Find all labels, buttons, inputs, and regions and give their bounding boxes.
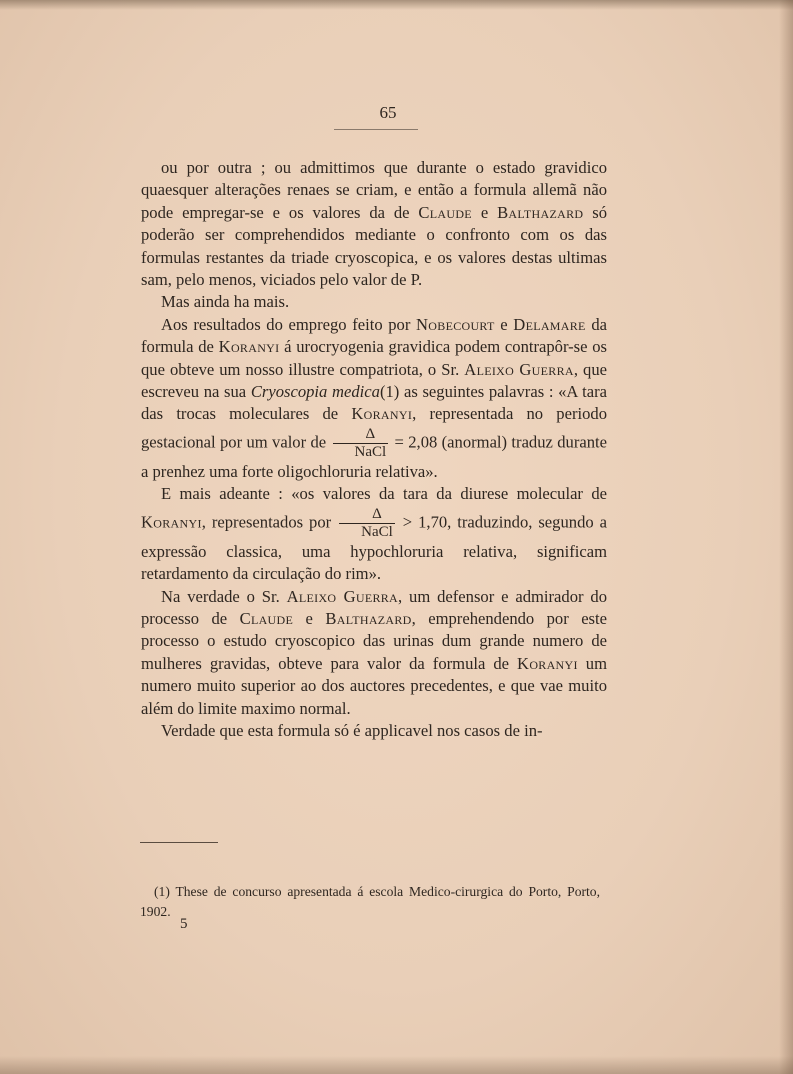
fraction-denominator: NaCl xyxy=(333,443,389,461)
author-name: Koranyi xyxy=(517,653,578,673)
fraction-numerator: Δ xyxy=(365,425,376,442)
text-run: Na verdade o Sr. xyxy=(161,586,287,606)
text-run: e xyxy=(293,608,326,628)
author-name: Koranyi xyxy=(218,337,280,357)
paragraph-p1 xyxy=(141,157,607,291)
author-name: Balthazard xyxy=(497,202,584,222)
text-run: Mas ainda ha mais. xyxy=(161,292,290,312)
fraction-delta-over-nacl xyxy=(333,426,389,461)
page-edge-right xyxy=(779,0,793,1074)
text-run: , emprehendendo por este processo o estudo cryoscopico das urinas dum grande numero de mulheres gravidas, obteve para valor da formula de xyxy=(141,608,607,673)
page-number-rule xyxy=(334,129,418,130)
text-run: ou por outra ; ou admittimos que durante o estado gravidico quaesquer alterações renaes se criam, e então a formula allemã não pode empregar-se e os valores da de xyxy=(141,158,607,222)
text-run: Aos resultados do emprego feito por xyxy=(161,314,417,334)
page-edge-bottom xyxy=(0,1056,793,1074)
text-run: , que escreveu na sua xyxy=(141,359,607,402)
author-name: Aleixo Guerra xyxy=(464,359,574,379)
text-run: e xyxy=(494,314,514,334)
text-run: E mais adeante : «os valores da tara da diurese molecular de xyxy=(161,484,607,504)
text-run: Verdade que esta formula só é applicavel nos casos de in- xyxy=(161,720,543,740)
signature-mark: 5 xyxy=(180,916,188,932)
author-name: Delamare xyxy=(513,314,586,334)
paragraph-p6 xyxy=(141,720,607,742)
footnote xyxy=(140,882,600,922)
text-run: , um defensor e admirador do processo de xyxy=(141,586,607,628)
page-edge-top xyxy=(0,0,793,10)
author-name: Balthazard xyxy=(325,608,412,628)
text-run: , representados por xyxy=(201,512,338,531)
text-run: e xyxy=(471,202,498,222)
author-name: Aleixo Guerra xyxy=(286,586,399,606)
author-name: Claude xyxy=(239,608,294,628)
author-name: Claude xyxy=(418,202,472,222)
paragraph-p4 xyxy=(141,483,607,585)
author-name: Koranyi xyxy=(351,404,413,424)
body-text xyxy=(141,157,607,742)
fraction-denominator: NaCl xyxy=(339,523,395,541)
author-name: Koranyi xyxy=(141,512,202,531)
author-name: Nobecourt xyxy=(416,314,495,334)
text-run: , representada no periodo gestacional por um valor de xyxy=(141,404,607,452)
text-run: só poderão ser comprehendidos mediante o confronto com os das formulas restantes da triade cryoscopica, e os valores destas ultimas sam, pelo menos, viciados pelo valor de P. xyxy=(141,202,607,290)
text-run: = 2,08 (anormal) traduz durante a prenhez uma forte oligochloruria relativa». xyxy=(141,432,608,481)
text-run: da formula de xyxy=(141,314,607,357)
footnote-text: (1) These de concurso apresentada á escola Medico-cirurgica do Porto, Porto, 1902. xyxy=(140,884,600,919)
fraction-delta-over-nacl xyxy=(339,506,395,541)
paragraph-p3 xyxy=(141,314,607,483)
page-number: 65 xyxy=(379,103,397,122)
fraction-numerator: Δ xyxy=(372,505,382,522)
text-run: (1) as seguintes palavras : «A tara das trocas moleculares de xyxy=(141,382,608,424)
text-run: um numero muito superior ao dos auctores precedentes, e que vae muito além do limite maximo normal. xyxy=(141,653,607,718)
book-title: Cryoscopia medica xyxy=(250,382,380,402)
paragraph-p2 xyxy=(141,291,607,313)
paragraph-p5 xyxy=(141,586,607,720)
footnote-rule xyxy=(140,842,218,843)
text-run: á urocryogenia gravidica podem contrapôr-se os que obteve um nosso illustre compatriota, o Sr. xyxy=(141,337,607,379)
text-run: > 1,70, traduzindo, segundo a expressão classica, uma hypochloruria relativa, significam retardamento da circulação do rim». xyxy=(141,512,607,584)
